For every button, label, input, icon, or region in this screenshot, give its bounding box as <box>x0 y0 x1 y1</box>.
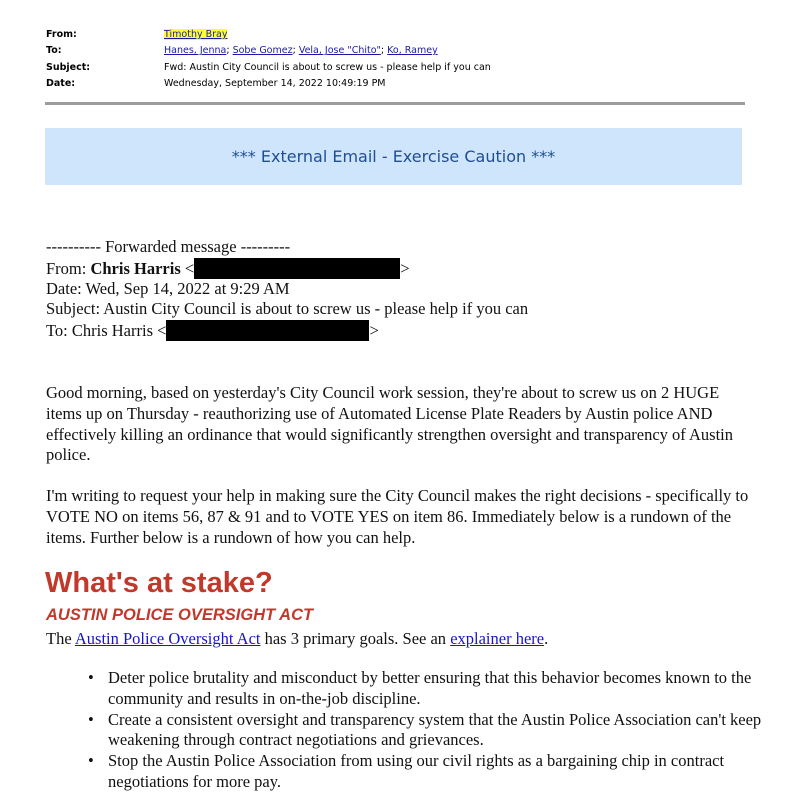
to-label: To: <box>46 45 62 57</box>
list-item <box>86 710 766 752</box>
forwarded-to-prefix: To: Chris Harris <box>46 321 154 341</box>
forwarded-from <box>46 258 766 279</box>
recipient-link[interactable]: Hanes, Jenna <box>164 45 227 57</box>
recipient-link[interactable]: Vela, Jose "Chito" <box>298 45 381 57</box>
explainer-link[interactable]: explainer here <box>450 629 545 648</box>
forwarded-date: Date: Wed, Sep 14, 2022 at 9:29 AM <box>46 278 290 298</box>
subject-value: Fwd: Austin City Council is about to screw us - please help if you can <box>164 61 491 73</box>
to-row <box>46 43 746 59</box>
recipient-link[interactable]: Sobe Gomez <box>232 45 293 57</box>
angle-open: < <box>153 321 167 341</box>
body-paragraph: I'm writing to request your help in making sure the City Council makes the right decisions - specifically to VOTE NO on items 56, 87 & 91 and to VOTE YES on item 86. Immediately below is a rundown of the items. Further below is a rundown of how you can help. <box>46 486 749 547</box>
forwarded-message-header <box>46 237 766 341</box>
list-item <box>86 668 766 710</box>
list-item <box>86 751 766 793</box>
list-item-text: Create a consistent oversight and transparency system that the Austin Police Association can't keep weakening through contract negotiations and grievances. <box>108 709 762 750</box>
recipient-link[interactable]: Ko, Ramey <box>387 45 438 57</box>
from-row <box>46 27 746 43</box>
oversight-act-link[interactable]: Austin Police Oversight Act <box>74 629 261 648</box>
bullet-icon: • <box>88 709 94 729</box>
from-value <box>164 27 227 43</box>
recipient-separator: ; <box>226 45 233 57</box>
intro-line <box>46 628 548 650</box>
intro-suffix: . <box>544 629 549 648</box>
to-value <box>164 43 438 59</box>
subject-row <box>46 60 746 76</box>
bullet-icon: • <box>88 751 94 771</box>
intro-prefix: The <box>46 629 75 648</box>
section-title: What's at stake? <box>45 567 273 599</box>
body-paragraph: Good morning, based on yesterday's City Council work session, they're about to screw us on 2 HUGE items up on Thursday - reauthorizing use of Automated License Plate Readers by Austin police AND effectively killing an ordinance that would significantly strengthen oversight and transparency of Austin police. <box>46 383 734 465</box>
date-value: Wednesday, September 14, 2022 10:49:19 PM <box>164 77 386 89</box>
recipient-separator: ; <box>380 45 388 57</box>
redaction-box <box>166 320 369 341</box>
list-item-text: Deter police brutality and misconduct by better ensuring that this behavior becomes known to the community and results in on-the-job discipline. <box>108 668 752 708</box>
date-row <box>46 76 746 92</box>
sender-link[interactable]: Timothy Bray <box>164 29 228 40</box>
section-subheading: AUSTIN POLICE OVERSIGHT ACT <box>46 606 314 624</box>
forwarded-from-name: Chris Harris <box>90 258 181 278</box>
forwarded-from-prefix: From: <box>46 258 91 278</box>
date-label: Date: <box>46 77 76 89</box>
angle-close: > <box>369 321 379 341</box>
list-item-text: Stop the Austin Police Association from using our civil rights as a bargaining chip in contract negotiations for more pay. <box>108 751 725 791</box>
forwarded-separator: ---------- Forwarded message --------- <box>46 237 291 256</box>
forwarded-subject: Subject: Austin City Council is about to screw us - please help if you can <box>46 299 529 319</box>
external-email-banner <box>45 128 742 185</box>
goals-list <box>86 668 766 793</box>
bullet-icon: • <box>88 668 94 687</box>
email-header <box>46 27 746 92</box>
subject-label: Subject: <box>46 61 91 73</box>
recipient-separator: ; <box>292 45 299 57</box>
from-label: From: <box>46 29 77 40</box>
angle-close: > <box>400 258 410 278</box>
angle-open: < <box>180 258 195 278</box>
forwarded-to <box>46 320 766 341</box>
header-divider <box>45 102 745 105</box>
banner-text: *** External Email - Exercise Caution *** <box>231 147 556 166</box>
intro-middle: has 3 primary goals. See an <box>260 629 451 648</box>
redaction-box <box>194 258 400 279</box>
